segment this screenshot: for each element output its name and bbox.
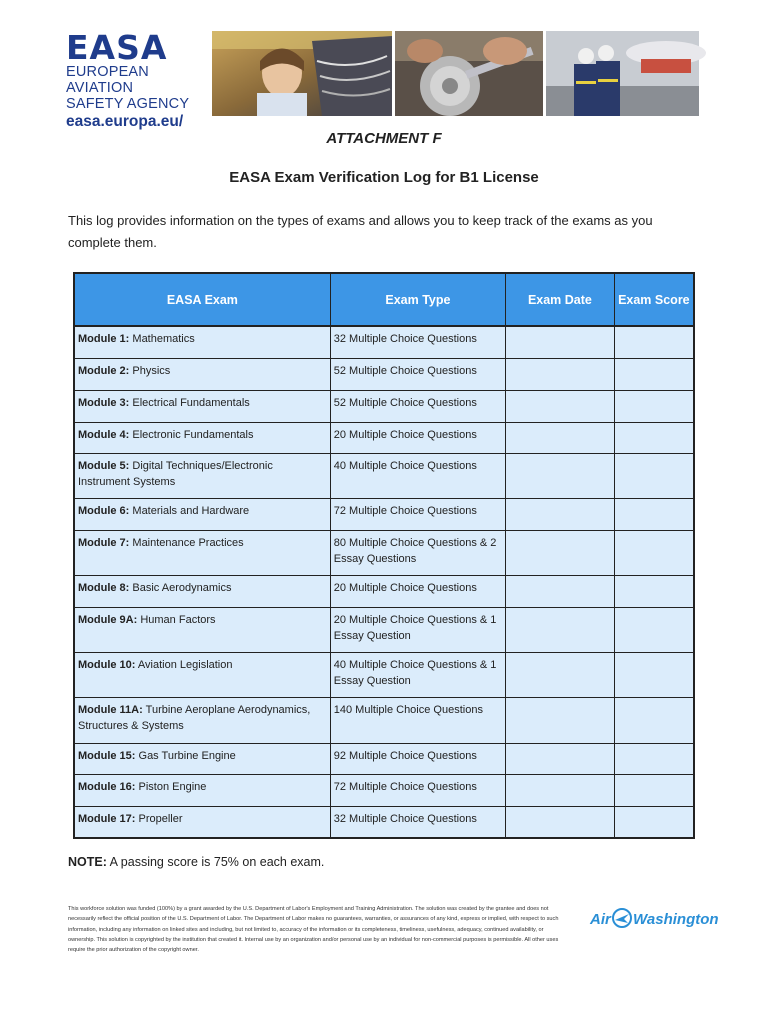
module-number: Module 15: <box>78 749 136 762</box>
cell-exam-date[interactable] <box>506 607 615 652</box>
funding-disclaimer: This workforce solution was funded (100%) by a grant awarded by the U.S. Department of Labor's Employment and Training Administration. The solution was created by the grantee and does not necessarily reflect the official position of the U.S. Department of Labor. The Department of Labor makes no guarantees, warranties, or assurances of any kind, express or implied, with respect to such information, including any information on linked sites and including, but not limited to, accuracy of the information or its completeness, timeliness, usefulness, adequacy, continued availability, or ownership. This solution is copyrighted by the institution that created it. Internal use by an organization and/or personal use by an individual for non-commercial purposes is permissible. All other uses require the prior authorization of the copyright owner. <box>68 906 559 954</box>
module-name: Aviation Legislation <box>135 658 233 671</box>
cell-exam-date[interactable] <box>506 743 615 774</box>
table-row <box>74 652 694 697</box>
cell-exam-type: 20 Multiple Choice Questions <box>330 575 505 607</box>
module-name: Basic Aerodynamics <box>129 581 232 594</box>
module-number: Module 5: <box>78 459 130 472</box>
photo-measuring-tool <box>395 31 543 116</box>
cell-exam-type: 20 Multiple Choice Questions <box>330 422 505 453</box>
table-row <box>74 806 694 838</box>
cell-exam-date[interactable] <box>506 422 615 453</box>
cell-exam-type: 140 Multiple Choice Questions <box>330 697 505 743</box>
cell-exam-score[interactable] <box>614 422 694 453</box>
cell-exam-type: 80 Multiple Choice Questions & 2 Essay Questions <box>330 530 505 575</box>
passing-score-note <box>68 855 324 869</box>
table-row <box>74 326 694 358</box>
air-washington-text-air: Air <box>590 911 611 928</box>
header-photo-strip <box>212 31 699 116</box>
table-row <box>74 498 694 530</box>
cell-exam-type: 20 Multiple Choice Questions & 1 Essay Question <box>330 607 505 652</box>
module-name: Maintenance Practices <box>129 536 244 549</box>
table-header-row <box>74 273 694 326</box>
cell-exam-date[interactable] <box>506 358 615 390</box>
module-name: Human Factors <box>137 613 216 626</box>
table-row <box>74 697 694 743</box>
table-row <box>74 453 694 498</box>
cell-exam-date[interactable] <box>506 774 615 806</box>
cell-exam-score[interactable] <box>614 774 694 806</box>
cell-easa-exam <box>74 607 330 652</box>
header-exam-date: Exam Date <box>506 273 615 326</box>
module-name: Propeller <box>135 812 183 825</box>
header-exam-type: Exam Type <box>330 273 505 326</box>
table-row <box>74 743 694 774</box>
cell-easa-exam <box>74 326 330 358</box>
module-number: Module 17: <box>78 812 136 825</box>
cell-exam-date[interactable] <box>506 326 615 358</box>
module-number: Module 1: <box>78 333 130 345</box>
cell-easa-exam <box>74 422 330 453</box>
cell-exam-score[interactable] <box>614 697 694 743</box>
cell-exam-date[interactable] <box>506 390 615 422</box>
module-number: Module 6: <box>78 504 130 517</box>
cell-easa-exam <box>74 530 330 575</box>
module-number: Module 4: <box>78 428 130 441</box>
easa-logo-mark: EASA <box>66 28 168 67</box>
cell-exam-type: 52 Multiple Choice Questions <box>330 390 505 422</box>
easa-logo <box>66 28 208 130</box>
module-number: Module 2: <box>78 364 130 377</box>
cell-exam-score[interactable] <box>614 806 694 838</box>
cell-easa-exam <box>74 774 330 806</box>
table-row <box>74 390 694 422</box>
module-number: Module 16: <box>78 780 136 793</box>
cell-exam-date[interactable] <box>506 575 615 607</box>
module-number: Module 3: <box>78 396 130 409</box>
module-name: Materials and Hardware <box>129 504 250 517</box>
cell-exam-date[interactable] <box>506 530 615 575</box>
header-easa-exam: EASA Exam <box>74 273 330 326</box>
intro-paragraph: This log provides information on the types of exams and allows you to keep track of the exams as you complete them. <box>68 213 653 250</box>
module-name: Digital Techniques/Electronic Instrument Systems <box>78 459 273 488</box>
module-number: Module 11A: <box>78 703 143 716</box>
table-row <box>74 607 694 652</box>
cell-exam-date[interactable] <box>506 498 615 530</box>
module-number: Module 7: <box>78 536 130 549</box>
easa-logo-line1: EUROPEAN AVIATION <box>66 64 149 96</box>
cell-exam-type: 40 Multiple Choice Questions <box>330 453 505 498</box>
table-body <box>74 326 694 838</box>
cell-exam-type: 32 Multiple Choice Questions <box>330 806 505 838</box>
cell-exam-date[interactable] <box>506 453 615 498</box>
cell-exam-score[interactable] <box>614 530 694 575</box>
cell-exam-score[interactable] <box>614 358 694 390</box>
cell-exam-score[interactable] <box>614 575 694 607</box>
module-name: Turbine Aeroplane Aerodynamics, Structures & Systems <box>78 703 311 732</box>
cell-exam-score[interactable] <box>614 326 694 358</box>
cell-exam-type: 40 Multiple Choice Questions & 1 Essay Question <box>330 652 505 697</box>
cell-easa-exam <box>74 358 330 390</box>
note-label: NOTE: <box>68 855 107 869</box>
module-name: Electronic Fundamentals <box>129 428 254 441</box>
cell-exam-score[interactable] <box>614 498 694 530</box>
table-row <box>74 575 694 607</box>
air-washington-logo <box>590 905 719 931</box>
module-number: Module 9A: <box>78 613 138 626</box>
table-row <box>74 422 694 453</box>
table-row <box>74 358 694 390</box>
cell-exam-score[interactable] <box>614 743 694 774</box>
photo-aircraft-workers <box>546 31 699 116</box>
cell-exam-date[interactable] <box>506 806 615 838</box>
cell-exam-score[interactable] <box>614 652 694 697</box>
cell-exam-date[interactable] <box>506 652 615 697</box>
cell-exam-type: 72 Multiple Choice Questions <box>330 774 505 806</box>
cell-exam-date[interactable] <box>506 697 615 743</box>
cell-easa-exam <box>74 453 330 498</box>
module-name: Physics <box>129 364 171 377</box>
cell-easa-exam <box>74 652 330 697</box>
table-row <box>74 774 694 806</box>
module-name: Gas Turbine Engine <box>135 749 236 762</box>
table-row <box>74 530 694 575</box>
air-washington-text-washington: Washington <box>633 911 719 928</box>
easa-logo-line2: SAFETY AGENCY <box>66 96 190 112</box>
cell-exam-type: 32 Multiple Choice Questions <box>330 326 505 358</box>
page-header <box>66 28 699 130</box>
note-text: A passing score is 75% on each exam. <box>106 855 325 869</box>
exam-verification-table <box>73 272 695 839</box>
cell-easa-exam <box>74 806 330 838</box>
cell-easa-exam <box>74 743 330 774</box>
cell-exam-type: 92 Multiple Choice Questions <box>330 743 505 774</box>
module-name: Piston Engine <box>135 780 207 793</box>
cell-exam-type: 72 Multiple Choice Questions <box>330 498 505 530</box>
cell-easa-exam <box>74 575 330 607</box>
module-number: Module 8: <box>78 581 130 594</box>
cell-exam-score[interactable] <box>614 390 694 422</box>
page-title: EASA Exam Verification Log for B1 License <box>229 169 539 186</box>
module-name: Mathematics <box>129 333 195 345</box>
photo-technician-woman <box>212 31 392 116</box>
easa-logo-url: easa.europa.eu/ <box>66 113 184 130</box>
cell-exam-score[interactable] <box>614 607 694 652</box>
cell-exam-score[interactable] <box>614 453 694 498</box>
cell-easa-exam <box>74 697 330 743</box>
attachment-label: ATTACHMENT F <box>326 130 442 147</box>
cell-exam-type: 52 Multiple Choice Questions <box>330 358 505 390</box>
module-name: Electrical Fundamentals <box>129 396 250 409</box>
cell-easa-exam <box>74 390 330 422</box>
cell-easa-exam <box>74 498 330 530</box>
module-number: Module 10: <box>78 658 136 671</box>
header-exam-score: Exam Score <box>614 273 694 326</box>
